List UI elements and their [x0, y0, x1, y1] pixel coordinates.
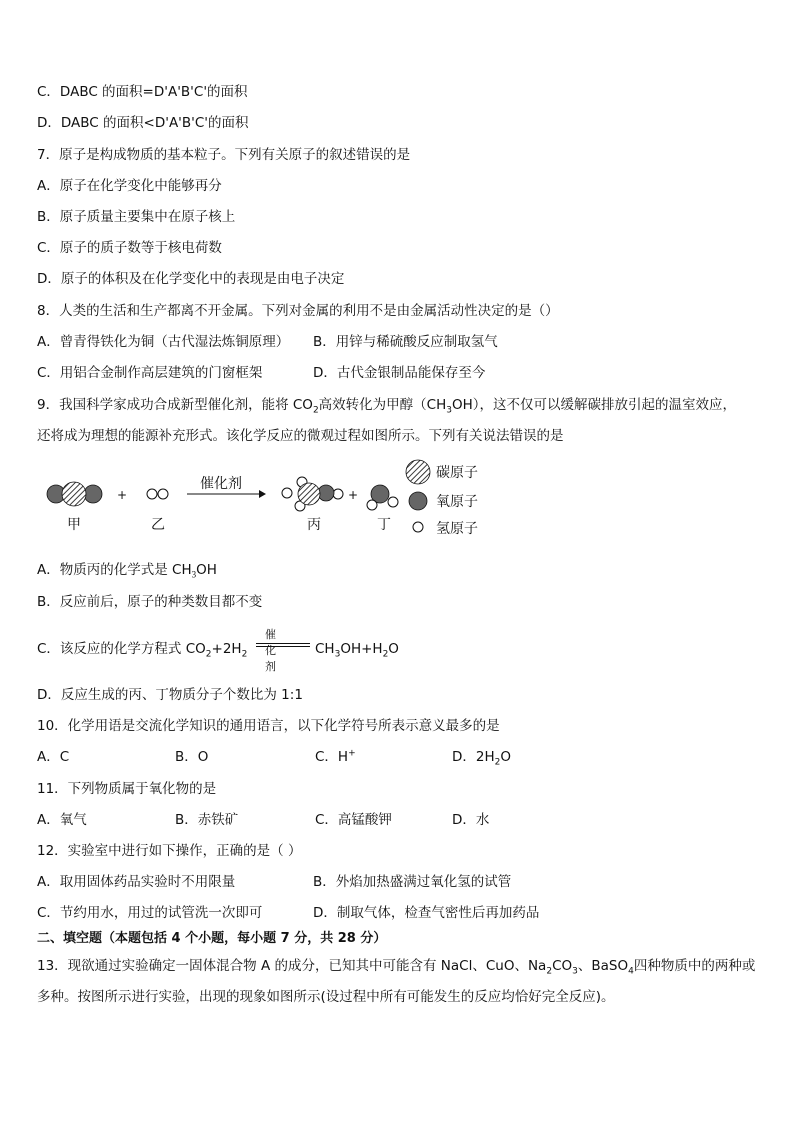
legend-hydrogen-label: 氢原子	[436, 521, 478, 537]
q9-option-b: B．反应前后，原子的种类数目都不变	[37, 594, 263, 610]
hydrogen-atom	[282, 488, 292, 498]
carbon-atom	[298, 483, 320, 505]
molecule-co2	[47, 482, 102, 506]
label-bing: 丙	[307, 517, 321, 533]
q12-options-row1	[37, 873, 511, 891]
q7-option-b: B．原子质量主要集中在原子核上	[37, 209, 236, 225]
q11-option-a: A．氧气	[37, 812, 87, 828]
question-8: 8．人类的生活和生产都离不开金属。下列对金属的利用不是由金属活动性决定的是（）	[37, 303, 559, 319]
question-9-line2: 还将成为理想的能源补充形式。该化学反应的微观过程如图所示。下列有关说法错误的是	[37, 428, 564, 444]
carbon-atom	[62, 482, 86, 506]
label-jia: 甲	[67, 517, 81, 533]
legend-oxygen-label: 氧原子	[436, 494, 478, 510]
q11-option-c: C．高锰酸钾	[315, 812, 392, 828]
molecule-h2	[147, 489, 168, 499]
hydrogen-atom	[388, 497, 398, 507]
molecule-h2o	[367, 485, 398, 510]
q10-option-d: D．$2H_2O$	[452, 749, 512, 768]
section-2-heading: 二、填空题（本题包括 4 个小题，每小题 7 分，共 28 分）	[37, 931, 387, 946]
hydrogen-atom	[158, 489, 168, 499]
plus-sign: +	[348, 488, 359, 502]
q12-option-d: D．制取气体，检查气密性后再加药品	[313, 905, 540, 921]
molecule-ch3oh	[282, 477, 343, 511]
question-10: 10．化学用语是交流化学知识的通用语言，以下化学符号所表示意义最多的是	[37, 718, 500, 734]
oxygen-atom	[84, 485, 102, 503]
q7-option-d: D．原子的体积及在化学变化中的表现是由电子决定	[37, 271, 345, 287]
q10-option-c: C．H+	[315, 748, 356, 765]
question-9-line1: 9．我国科学家成功合成新型催化剂，能将 $CO_2$高效转化为甲醇$(CH_3OH)$，这不仅可以缓解碳排放引起的温室效应，	[37, 397, 737, 416]
legend-carbon-label: 碳原子	[436, 465, 478, 481]
legend-oxygen-icon	[409, 492, 427, 510]
question-7: 7．原子是构成物质的基本粒子。下列有关原子的叙述错误的是	[37, 147, 411, 163]
option-d-prev: D．DABC 的面积<D'A'B'C'的面积	[37, 115, 249, 131]
q10-options	[37, 748, 511, 766]
equation-products: $CH_3OH+H_2O$	[315, 641, 399, 660]
question-13-line1: 13．现欲通过实验确定一固体混合物 A 的成分，已知其中可能含有 NaCl、CuO、$Na_2CO_3$、BaSO$_4$四种物质中的两种或	[37, 958, 756, 977]
q8-option-d: D．古代金银制品能保存至今	[313, 365, 486, 381]
q12-options-row2	[37, 904, 539, 922]
oxygen-atom	[318, 485, 334, 501]
plus-sign: +	[117, 488, 128, 502]
q11-option-b: B．赤铁矿	[175, 812, 239, 828]
legend-carbon-icon	[406, 460, 430, 484]
q8-option-b: B．用锌与稀硫酸反应制取氢气	[313, 334, 498, 350]
q8-options-row1	[37, 333, 498, 351]
hydrogen-atom	[147, 489, 157, 499]
question-12: 12．实验室中进行如下操作，正确的是（ ）	[37, 843, 302, 859]
q11-options	[37, 811, 489, 829]
equation-line-bottom	[256, 646, 310, 647]
hydrogen-atom	[367, 500, 377, 510]
question-13-line2: 多种。按图所示进行实验，出现的现象如图所示(设过程中所有可能发生的反应均恰好完全反应)。	[37, 989, 615, 1005]
q9-option-a: A．物质丙的化学式是 $CH_3OH$	[37, 562, 217, 580]
label-ding: 丁	[377, 517, 391, 533]
q8-options-row2	[37, 364, 485, 382]
legend-hydrogen-icon	[413, 522, 423, 532]
q12-option-c: C．节约用水，用过的试管洗一次即可	[37, 905, 263, 921]
q9-option-d: D．反应生成的丙、丁物质分子个数比为 1:1	[37, 687, 303, 703]
q7-option-c: C．原子的质子数等于核电荷数	[37, 240, 222, 256]
equation-line-top	[256, 643, 310, 644]
q7-option-a: A．原子在化学变化中能够再分	[37, 178, 222, 194]
q8-option-c: C．用铝合金制作高层建筑的门窗框架	[37, 365, 263, 381]
reaction-diagram	[37, 458, 497, 544]
q10-option-b: B．O	[175, 749, 209, 765]
equation-catalyst: 催化剂	[265, 628, 276, 673]
q8-option-a: A．曾青得铁化为铜（古代湿法炼铜原理）	[37, 334, 290, 350]
catalyst-label: 催化剂	[200, 476, 242, 492]
q10-option-a: A．C	[37, 749, 70, 765]
label-yi: 乙	[151, 517, 165, 533]
option-c-prev: C．DABC 的面积=D'A'B'C'的面积	[37, 84, 248, 100]
question-11: 11．下列物质属于氧化物的是	[37, 781, 217, 797]
legend	[406, 460, 478, 537]
equation-reactants: C．该反应的化学方程式 $CO_2+2H_2$	[37, 641, 248, 660]
hydrogen-atom	[333, 489, 343, 499]
q12-option-a: A．取用固体药品实验时不用限量	[37, 874, 236, 890]
q11-option-d: D．水	[452, 812, 490, 828]
q12-option-b: B．外焰加热盛满过氧化氢的试管	[313, 874, 512, 890]
